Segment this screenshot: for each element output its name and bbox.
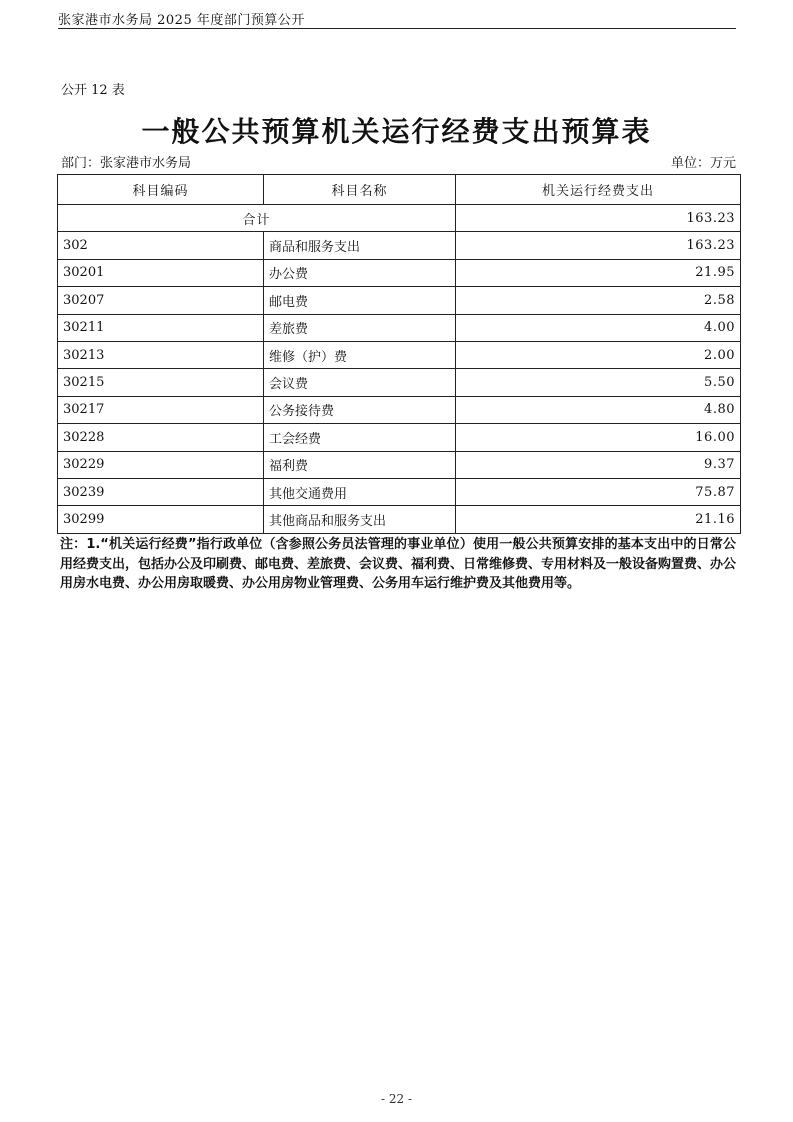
expense-value: 2.00 [456,341,741,368]
expense-value: 4.00 [456,314,741,341]
subject-code: 30228 [58,424,264,451]
header-running-expense: 机关运行经费支出 [456,175,741,205]
subject-name: 其他商品和服务支出 [264,506,456,533]
expense-value: 5.50 [456,369,741,396]
expense-value: 163.23 [456,232,741,259]
subject-name: 维修（护）费 [264,341,456,368]
subject-code: 30201 [58,259,264,286]
unit-label: 单位：万元 [670,156,736,171]
footnote: 注：1.“机关运行经费”指行政单位（含参照公务员法管理的事业单位）使用一般公共预算安排的基本支出中的日常公用经费支出，包括办公及印刷费、邮电费、差旅费、会议费、福利费、日常维修费、专用材料及一般设备购置费、办公用房水电费、办公用房取暖费、办公用房物业管理费、公务用车运行维护费及其他费用等。 [60,537,737,591]
table-row [58,451,741,478]
table-row [58,232,741,259]
subject-code: 30211 [58,314,264,341]
total-value: 163.23 [456,205,741,232]
expense-value: 21.95 [456,259,741,286]
running-header: 张家港市水务局 2025 年度部门预算公开 [58,13,305,28]
table-row [58,478,741,505]
subject-name: 商品和服务支出 [264,232,456,259]
subject-name: 其他交通费用 [264,478,456,505]
subject-code: 30299 [58,506,264,533]
subject-name: 工会经费 [264,424,456,451]
subject-code: 30213 [58,341,264,368]
expense-value: 2.58 [456,287,741,314]
table-row [58,259,741,286]
table-row [58,396,741,423]
department-label: 部门：张家港市水务局 [61,156,192,171]
subject-code: 30229 [58,451,264,478]
total-row [58,205,741,232]
table-row [58,341,741,368]
subject-code: 30207 [58,287,264,314]
subject-name: 福利费 [264,451,456,478]
subject-name: 公务接待费 [264,396,456,423]
table-row [58,287,741,314]
header-divider [58,28,736,29]
subject-name: 会议费 [264,369,456,396]
expense-value: 9.37 [456,451,741,478]
expense-value: 4.80 [456,396,741,423]
subject-name: 邮电费 [264,287,456,314]
table-row [58,424,741,451]
page-number: - 22 - [380,1092,412,1106]
table-row [58,314,741,341]
total-label: 合计 [58,205,456,232]
expense-value: 21.16 [456,506,741,533]
header-subject-code: 科目编码 [58,175,264,205]
page-title: 一般公共预算机关运行经费支出预算表 [141,115,652,148]
expense-value: 16.00 [456,424,741,451]
table-header-row [58,175,741,205]
table-row [58,506,741,533]
budget-table [57,174,741,534]
expense-value: 75.87 [456,478,741,505]
table-number: 公开 12 表 [61,83,125,98]
subject-code: 30217 [58,396,264,423]
subject-name: 差旅费 [264,314,456,341]
subject-code: 302 [58,232,264,259]
subject-code: 30239 [58,478,264,505]
table-row [58,369,741,396]
header-subject-name: 科目名称 [264,175,456,205]
subject-code: 30215 [58,369,264,396]
subject-name: 办公费 [264,259,456,286]
